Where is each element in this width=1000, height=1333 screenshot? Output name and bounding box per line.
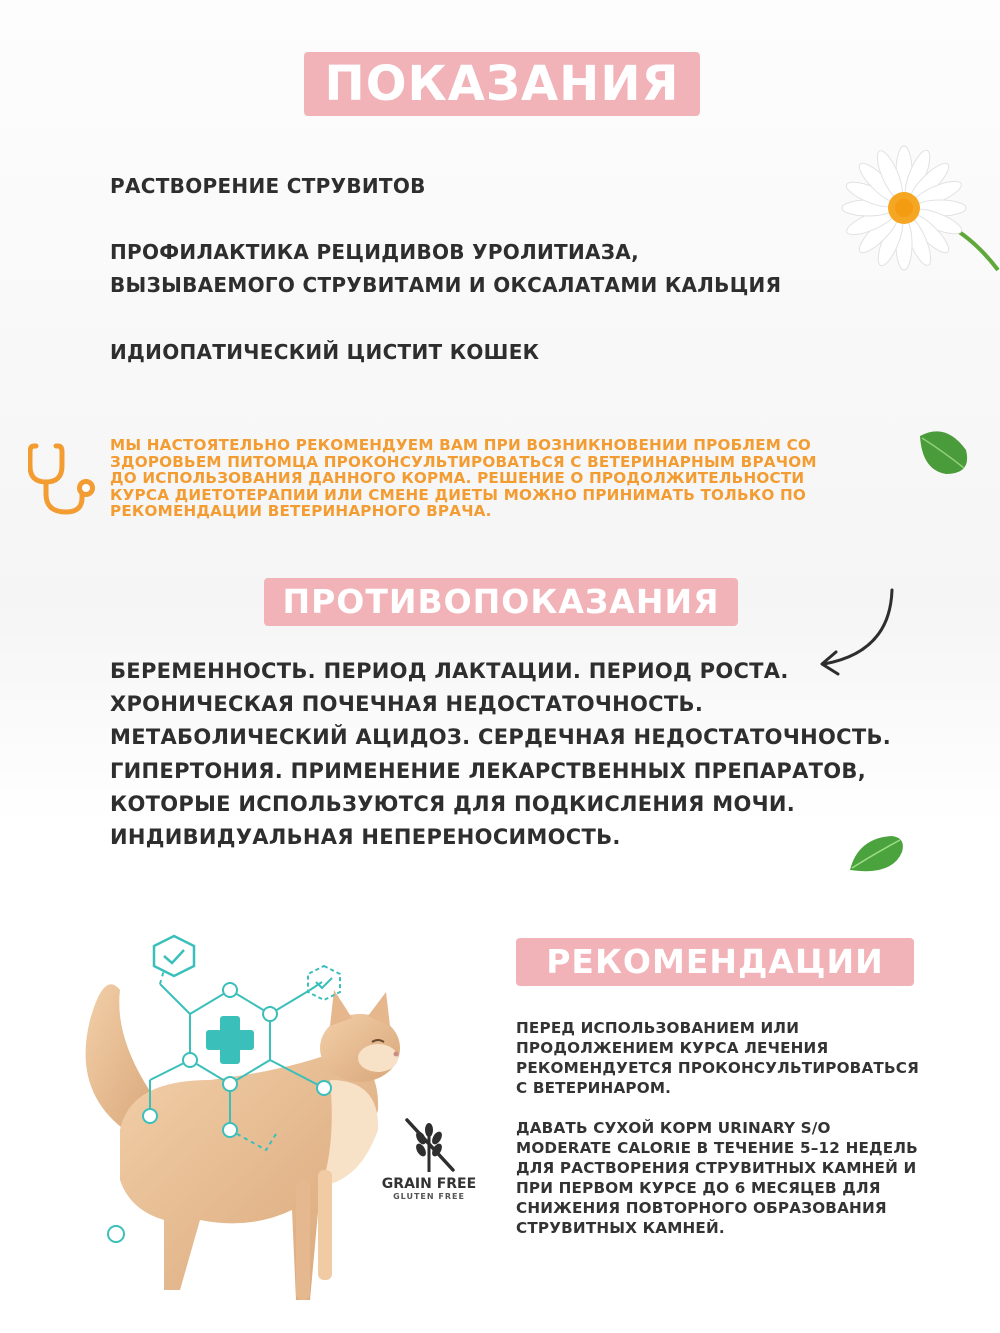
- daisy-flower: [840, 140, 1000, 280]
- contraindication-line: ГИПЕРТОНИЯ. ПРИМЕНЕНИЕ ЛЕКАРСТВЕННЫХ ПРЕПАРАТОВ,: [110, 758, 867, 783]
- grain-free-badge: [372, 1118, 486, 1201]
- medical-cross-icon: [206, 1016, 254, 1064]
- warning-line: ДО ИСПОЛЬЗОВАНИЯ ДАННОГО КОРМА. РЕШЕНИЕ О ПРОДОЛЖИТЕЛЬНОСТИ: [110, 469, 805, 487]
- indication-item: [110, 236, 781, 302]
- warning-line: РЕКОМЕНДАЦИИ ВЕТЕРИНАРНОГО ВРАЧА.: [110, 502, 492, 520]
- indication-item: [110, 170, 426, 203]
- contraindication-line: КОТОРЫЕ ИСПОЛЬЗУЮТСЯ ДЛЯ ПОДКИСЛЕНИЯ МОЧИ.: [110, 791, 796, 816]
- cat-illustration: [60, 930, 410, 1320]
- indications-title: ПОКАЗАНИЯ: [304, 52, 700, 116]
- contraindication-line: МЕТАБОЛИЧЕСКИЙ АЦИДОЗ. СЕРДЕЧНАЯ НЕДОСТАТОЧНОСТЬ.: [110, 725, 892, 750]
- recommendation-line: ДАВАТЬ СУХОЙ КОРМ URINARY S/O: [516, 1119, 831, 1137]
- warning-line: МЫ НАСТОЯТЕЛЬНО РЕКОМЕНДУЕМ ВАМ ПРИ ВОЗНИКНОВЕНИИ ПРОБЛЕМ СО: [110, 436, 812, 454]
- contraindication-line: ХРОНИЧЕСКАЯ ПОЧЕЧНАЯ НЕДОСТАТОЧНОСТЬ.: [110, 692, 704, 717]
- recommendation-line: ПРИ ПЕРВОМ КУРСЕ ДО 6 МЕСЯЦЕВ ДЛЯ: [516, 1179, 881, 1197]
- recommendation-line: С ВЕТЕРИНАРОМ.: [516, 1079, 672, 1097]
- grain-free-label: GRAIN FREE: [381, 1176, 477, 1192]
- contraindication-line: БЕРЕМЕННОСТЬ. ПЕРИОД ЛАКТАЦИИ. ПЕРИОД РОСТА.: [110, 659, 789, 683]
- check-shield-icon: [154, 936, 194, 976]
- leaf-icon: [916, 428, 972, 478]
- recommendation-line: РЕКОМЕНДУЕТСЯ ПРОКОНСУЛЬТИРОВАТЬСЯ: [516, 1059, 919, 1077]
- warning-text: [110, 437, 900, 520]
- recommendations-text: [516, 1018, 956, 1238]
- recommendation-line: ПРОДОЛЖЕНИЕМ КУРСА ЛЕЧЕНИЯ: [516, 1039, 829, 1057]
- recommendations-title: РЕКОМЕНДАЦИИ: [516, 938, 914, 986]
- contraindications-title: ПРОТИВОПОКАЗАНИЯ: [264, 578, 738, 626]
- stethoscope-icon: [28, 440, 100, 518]
- contraindication-line: ИНДИВИДУАЛЬНАЯ НЕПЕРЕНОСИМОСТЬ.: [110, 825, 621, 850]
- indication-line: ИДИОПАТИЧЕСКИЙ ЦИСТИТ КОШЕК: [110, 340, 540, 364]
- recommendation-line: ДЛЯ РАСТВОРЕНИЯ СТРУВИТНЫХ КАМНЕЙ И: [516, 1159, 917, 1177]
- contraindications-text: [110, 655, 891, 854]
- gluten-free-label: GLUTEN FREE: [393, 1192, 465, 1201]
- recommendation-line: MODERATE CALORIE В ТЕЧЕНИЕ 5–12 НЕДЕЛЬ: [516, 1139, 918, 1157]
- indication-line: РАСТВОРЕНИЕ СТРУВИТОВ: [110, 174, 426, 198]
- indication-item: [110, 336, 539, 369]
- warning-line: ЗДОРОВЬЕМ ПИТОМЦА ПРОКОНСУЛЬТИРОВАТЬСЯ С ВЕТЕРИНАРНЫМ ВРАЧОМ: [110, 452, 817, 471]
- recommendation-line: ПЕРЕД ИСПОЛЬЗОВАНИЕМ ИЛИ: [516, 1019, 800, 1037]
- indication-line: ПРОФИЛАКТИКА РЕЦИДИВОВ УРОЛИТИАЗА,: [110, 240, 639, 264]
- recommendation-line: СТРУВИТНЫХ КАМНЕЙ.: [516, 1219, 725, 1237]
- warning-line: КУРСА ДИЕТОТЕРАПИИ ИЛИ СМЕНЕ ДИЕТЫ МОЖНО ПРИНИМАТЬ ТОЛЬКО ПО: [110, 485, 806, 504]
- recommendation-line: СНИЖЕНИЯ ПОВТОРНОГО ОБРАЗОВАНИЯ: [516, 1199, 887, 1217]
- wheat-crossed-icon: [399, 1118, 459, 1174]
- indication-line: ВЫЗЫВАЕМОГО СТРУВИТАМИ И ОКСАЛАТАМИ КАЛЬЦИЯ: [110, 273, 782, 297]
